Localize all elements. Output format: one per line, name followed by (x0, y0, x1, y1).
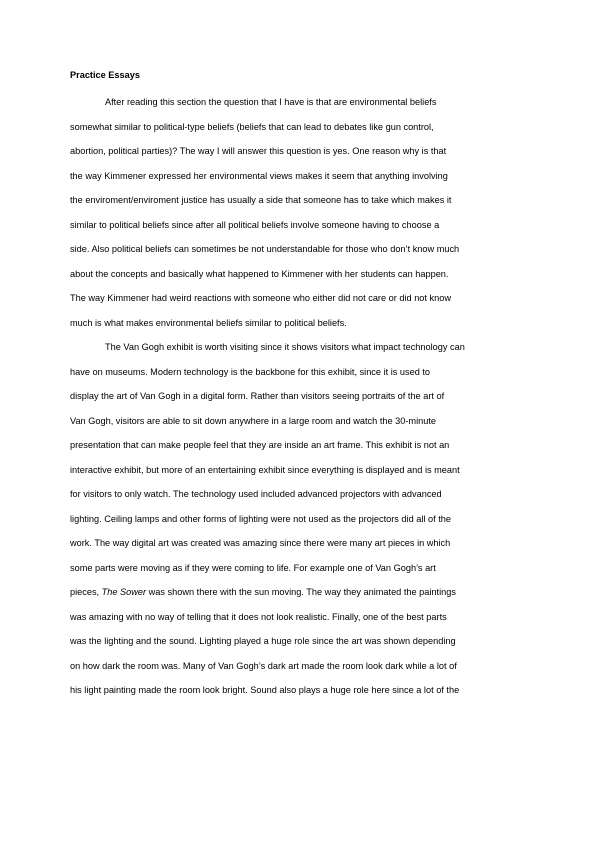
document-title: Practice Essays (70, 70, 140, 80)
paragraph-2-line: his light painting made the room look bright. Sound also plays a huge role here since a lot of the (70, 685, 460, 695)
paragraph-1-line: The way Kimmener had weird reactions with someone who either did not care or did not know (70, 293, 451, 303)
paragraph-2-line: for visitors to only watch. The technology used included advanced projectors with advanced (70, 489, 442, 499)
paragraph-2-line: Van Gogh, visitors are able to sit down anywhere in a large room and watch the 30-minute (70, 416, 436, 426)
paragraph-1-line: about the concepts and basically what happened to Kimmener with her students can happen. (70, 269, 449, 279)
paragraph-2-line: interactive exhibit, but more of an entertaining exhibit since everything is displayed and is meant (70, 465, 460, 475)
paragraph-2-line: work. The way digital art was created was amazing since there were many art pieces in which (70, 538, 451, 548)
paragraph-2-line: lighting. Ceiling lamps and other forms of lighting were not used as the projectors did all of the (70, 514, 451, 524)
paragraph-2-line: was amazing with no way of telling that it does not look realistic. Finally, one of the best parts (70, 612, 447, 622)
paragraph-1-line: the enviroment/enviroment justice has usually a side that someone has to take which makes it (70, 195, 452, 205)
paragraph-1-line: somewhat similar to political-type beliefs (beliefs that can lead to debates like gun control, (70, 122, 434, 132)
paragraph-1-line: much is what makes environmental beliefs similar to political beliefs. (70, 318, 347, 328)
artwork-title: The Sower (101, 587, 147, 597)
paragraph-2-line: presentation that can make people feel that they are inside an art frame. This exhibit is not an (70, 440, 450, 450)
paragraph-1-line: similar to political beliefs since after all political beliefs involve someone having to choose a (70, 220, 440, 230)
paragraph-1-line: the way Kimmener expressed her environmental views makes it seem that anything involving (70, 171, 448, 181)
paragraph-1-line: side. Also political beliefs can sometimes be not understandable for those who don’t know much (70, 244, 460, 254)
paragraph-1-line: abortion, political parties)? The way I will answer this question is yes. One reason why is that (70, 146, 447, 156)
paragraph-2-line-sower (70, 585, 456, 599)
paragraph-2-line: was the lighting and the sound. Lighting played a huge role since the art was shown depending (70, 636, 456, 646)
paragraph-2-line: The Van Gogh exhibit is worth visiting since it shows visitors what impact technology can (105, 342, 465, 352)
paragraph-2-line: some parts were moving as if they were coming to life. For example one of Van Gogh’s art (70, 563, 436, 573)
sower-line-suffix: was shown there with the sun moving. The way they animated the paintings (146, 587, 456, 597)
paragraph-1-line: After reading this section the question that I have is that are environmental beliefs (105, 97, 437, 107)
paragraph-2-line: on how dark the room was. Many of Van Gogh’s dark art made the room look dark while a lot of (70, 661, 457, 671)
sower-line-prefix: pieces, (70, 587, 102, 597)
paragraph-2-line: have on museums. Modern technology is the backbone for this exhibit, since it is used to (70, 367, 431, 377)
paragraph-2-line: display the art of Van Gogh in a digital form. Rather than visitors seeing portraits of the art of (70, 391, 445, 401)
